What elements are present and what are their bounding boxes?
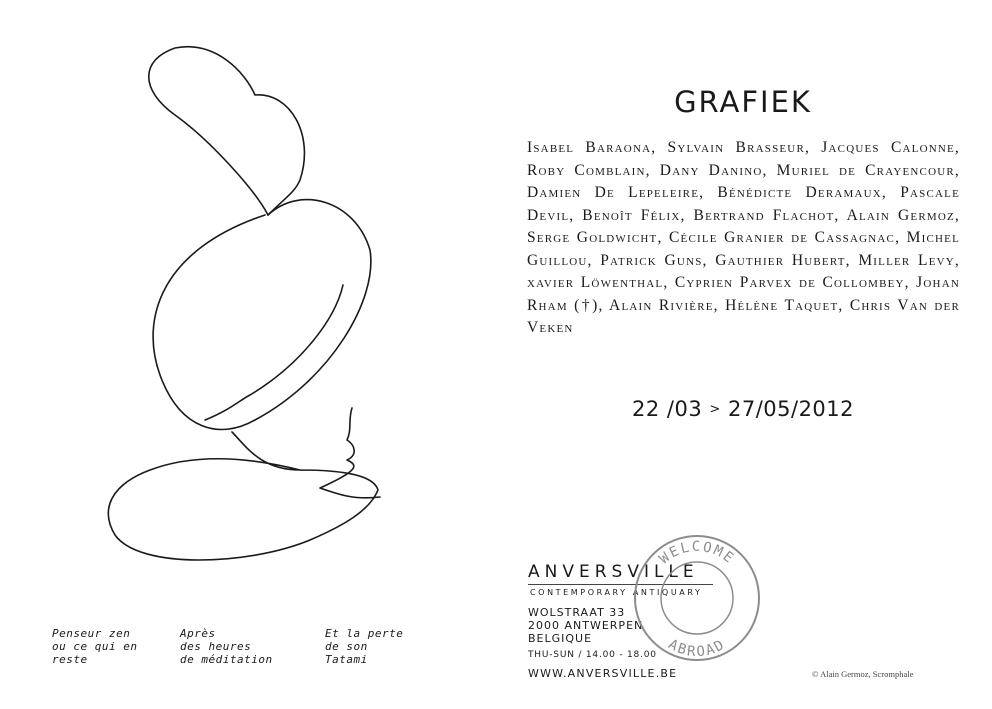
drawing-head-stroke — [149, 47, 305, 215]
drawing-base-stroke — [108, 432, 378, 560]
gallery-tagline: CONTEMPORARY ANTIQUARY — [530, 588, 703, 597]
stamp-top-text: WELCOME — [656, 539, 738, 568]
website-link[interactable]: WWW.ANVERSVILLE.BE — [528, 667, 678, 680]
date-end: 27/05/2012 — [727, 397, 855, 421]
drawing-flame-stroke — [320, 408, 380, 498]
address-country: BELGIQUE — [528, 632, 593, 645]
gallery-address — [528, 606, 643, 645]
drawing-body-stroke — [153, 200, 371, 430]
handwritten-caption-2: Après des heures de méditation — [180, 627, 273, 666]
stamp-inner-ring — [661, 562, 733, 634]
stamp-bottom-text: ABROAD — [665, 636, 729, 661]
gallery-name: ANVERSVILLE — [528, 562, 699, 582]
date-separator: > — [709, 402, 721, 417]
exhibition-dates — [528, 397, 958, 421]
address-street: WOLSTRAAT 33 — [528, 606, 626, 619]
drawing-inner-stroke — [205, 285, 343, 420]
handwritten-caption-1: Penseur zen ou ce qui en reste — [52, 627, 138, 666]
welcome-abroad-stamp — [632, 533, 762, 663]
opening-hours: THU-SUN / 14.00 - 18.00 — [528, 650, 657, 660]
address-city: 2000 ANTWERPEN — [528, 619, 644, 632]
date-start: 22 /03 — [631, 397, 703, 421]
exhibition-title: GRAFIEK — [674, 85, 812, 120]
image-credit: © Alain Germoz, Scromphale — [812, 669, 914, 679]
handwritten-caption-3: Et la perte de son Tatami — [325, 627, 404, 666]
artist-list: Isabel Baraona, Sylvain Brasseur, Jacques Calonne, Roby Comblain, Dany Danino, Muriel de Crayencour, Damien De Lepeleire, Bénédicte Deramaux, Pascale Devil, Benoît Félix, Bertrand Flachot, Alain Germoz, Serge Goldwicht, Cécile Granier de Cassagnac, Michel Guillou, Patrick Guns, Gauthier Hubert, Miller Levy, xavier Löwenthal, Cyprien Parvex de Collombey, Johan Rham (†), Alain Rivière, Hélène Taquet, Chris Van der Veken — [527, 139, 960, 336]
